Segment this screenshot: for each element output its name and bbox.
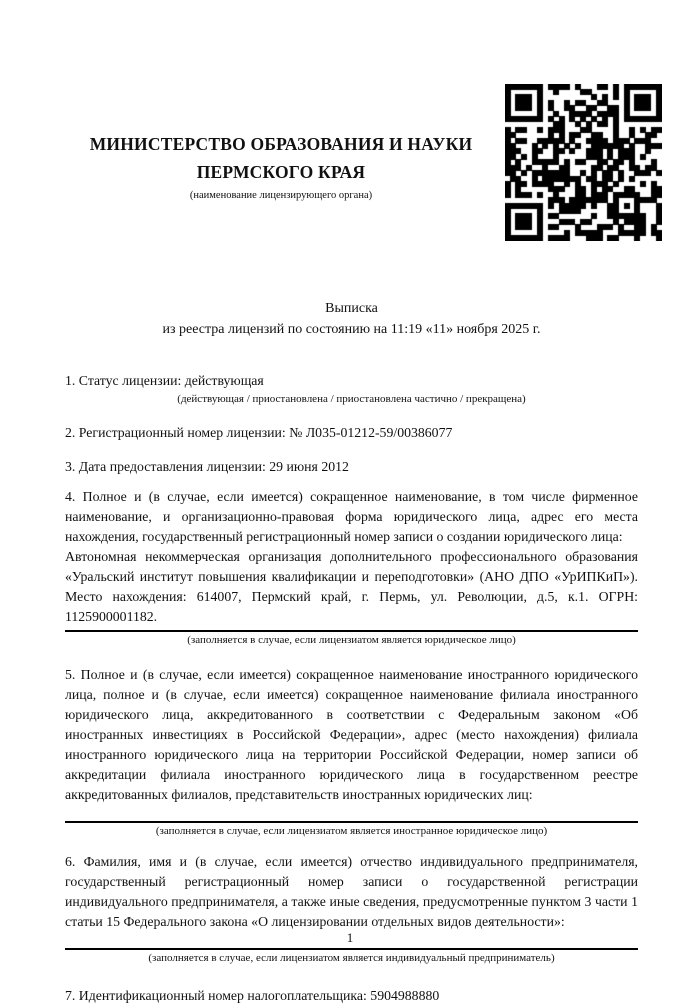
item-2-text: 2. Регистрационный номер лицензии: № Л035-01212-59/00386077 (65, 425, 453, 440)
item-5-foreign-entity (65, 665, 638, 838)
item-5-empty-value (65, 805, 638, 818)
qr-code-icon (505, 84, 662, 241)
item-6-individual-entrepreneur (65, 852, 638, 965)
licensing-authority-header (65, 130, 497, 202)
document-title-line1: Выписка (325, 301, 378, 316)
item-7-taxpayer-id (65, 986, 638, 1006)
item-5-label: 5. Полное и (в случае, если имеется) сокращенное наименование иностранного юридического лица, полное и (в случае, если имеется) сокращенное наименование филиала иностранного юридического лица, аккредитованного в соответствии с Федеральным законом «Об иностранных инвестициях в Российской Федерации», адрес (место нахождения) филиала иностранного юридического лица на территории Российской Федерации, номер записи об аккредитации филиала иностранного юридического лица в государственном реестре аккредитованных филиалов, представительств иностранных юридических лиц: (65, 667, 638, 802)
item-2-registration-number (65, 423, 638, 443)
item-1-text: 1. Статус лицензии: действующая (65, 373, 264, 388)
page-number: 1 (346, 930, 354, 945)
document-body (65, 298, 638, 1006)
item-1-license-status (65, 371, 638, 406)
item-3-grant-date (65, 457, 638, 477)
item-7-text: 7. Идентификационный номер налогоплательщика: 5904988880 (65, 988, 440, 1003)
qr-code-canvas (505, 84, 662, 241)
document-title (65, 298, 638, 340)
item-4-legal-entity (65, 487, 638, 647)
item-4-value: Автономная некоммерческая организация дополнительного профессионального образования «Уральский институт повышения квалификации и переподготовки» (АНО ДПО «УрИПКиП»). Место нахождения: 614007, Пермский край, г. Пермь, ул. Революции, д.5, к.1. ОГРН: 1125900001182. (65, 549, 638, 624)
item-4-caption: (заполняется в случае, если лицензиатом является юридическое лицо) (187, 634, 516, 646)
document-title-line2: из реестра лицензий по состоянию на 11:19 «11» ноября 2025 г. (162, 322, 541, 337)
item-5-fill-rule (65, 821, 638, 823)
ministry-caption: (наименование лицензирующего органа) (189, 190, 373, 201)
item-1-caption: (действующая / приостановлена / приостановлена частично / прекращена) (177, 393, 526, 405)
item-4-label: 4. Полное и (в случае, если имеется) сокращенное наименование, в том числе фирменное наименование, и организационно-правовая форма юридического лица, адрес его места нахождения, государственный регистрационный номер записи о создании юридического лица: (65, 489, 638, 544)
item-6-caption: (заполняется в случае, если лицензиатом является индивидуальный предприниматель) (148, 952, 555, 964)
item-3-text: 3. Дата предоставления лицензии: 29 июня 2012 (65, 459, 349, 474)
item-4-fill-rule (65, 630, 638, 632)
ministry-name-line1: МИНИСТЕРСТВО ОБРАЗОВАНИЯ И НАУКИ (89, 134, 473, 154)
ministry-name-line2: ПЕРМСКОГО КРАЯ (196, 162, 366, 182)
item-6-fill-rule (65, 948, 638, 950)
item-5-caption: (заполняется в случае, если лицензиатом является иностранное юридическое лицо) (155, 825, 548, 837)
item-6-label: 6. Фамилия, имя и (в случае, если имеется) отчество индивидуального предпринимателя, государственный регистрационный номер записи о государственной регистрации индивидуального предпринимателя, а также иные сведения, предусмотренные пунктом 3 части 1 статьи 15 Федерального закона «О лицензировании отдельных видов деятельности»: (65, 854, 638, 929)
